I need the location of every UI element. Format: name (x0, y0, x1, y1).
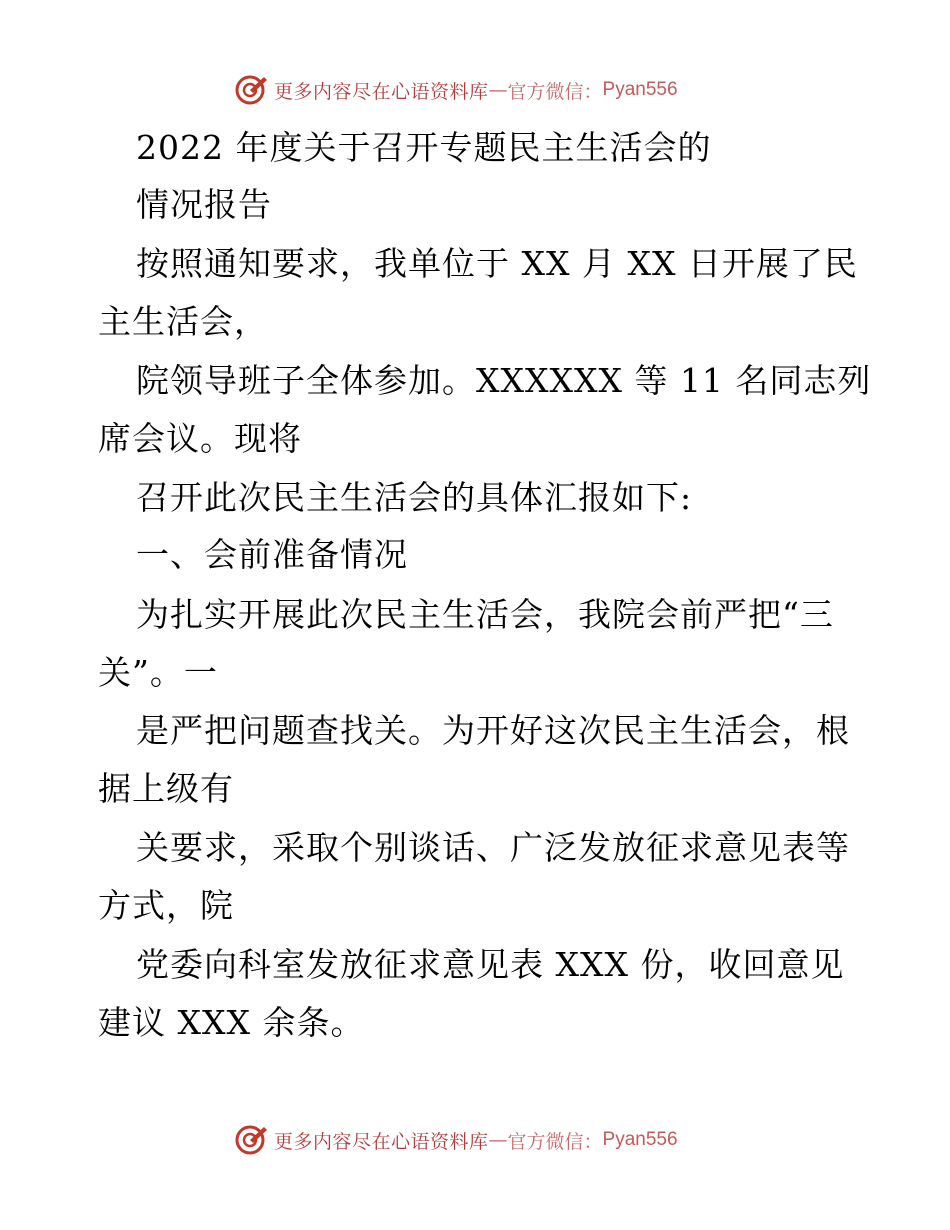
paragraph-line: 方式，院 (98, 886, 234, 925)
paragraph-line: 党委向科室发放征求意见表 XXX 份，收回意见 (136, 945, 845, 984)
banner-wechat-id: Pyan556 (602, 79, 678, 100)
paragraph-line: 主生活会， (98, 302, 268, 341)
document-title-line-2: 情况报告 (136, 185, 272, 224)
paragraph-line: 按照通知要求，我单位于 XX 月 XX 日开展了民 (136, 244, 858, 283)
pen-logo-icon (234, 73, 268, 107)
banner-wechat-id: Pyan556 (602, 1129, 678, 1150)
paragraph-line: 关要求，采取个别谈话、广泛发放征求意见表等 (136, 828, 850, 867)
banner-wechat-label: 官方微信： (507, 80, 603, 103)
document-title-line-1: 2022 年度关于召开专题民主生活会的 (136, 128, 712, 167)
paragraph-line: 院领导班子全体参加。XXXXXX 等 11 名同志列 (136, 361, 872, 400)
paragraph-line: 关”。一 (98, 653, 218, 692)
header-banner (234, 70, 678, 110)
banner-dash: — (488, 1129, 508, 1151)
paragraph-line: 召开此次民主生活会的具体汇报如下: (136, 478, 693, 517)
banner-dash: — (488, 79, 508, 101)
footer-banner (234, 1120, 678, 1160)
banner-wechat-label: 官方微信： (507, 1130, 603, 1153)
section-heading: 一、会前准备情况 (136, 535, 408, 574)
paragraph-line: 是严把问题查找关。为开好这次民主生活会，根 (136, 711, 850, 750)
pen-logo-icon (234, 1123, 268, 1157)
paragraph-line: 据上级有 (98, 769, 234, 808)
paragraph-line: 建议 XXX 余条。 (98, 1003, 365, 1042)
banner-slogan: 更多内容尽在心语资料库 (274, 80, 489, 103)
banner-slogan: 更多内容尽在心语资料库 (274, 1130, 489, 1153)
paragraph-line: 为扎实开展此次民主生活会，我院会前严把“三 (136, 595, 834, 634)
paragraph-line: 席会议。现将 (98, 419, 302, 458)
